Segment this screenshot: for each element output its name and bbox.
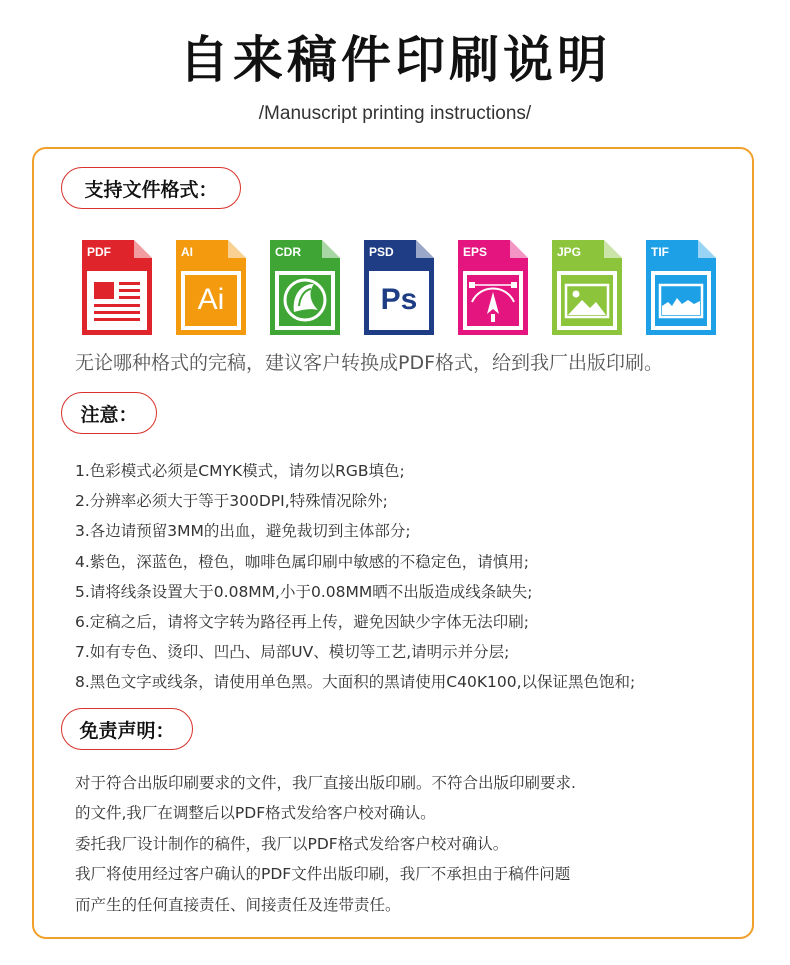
jpg-file-icon bbox=[552, 240, 622, 335]
page-subtitle: /Manuscript printing instructions/ bbox=[258, 103, 532, 124]
note-item: 6.定稿之后，请将文字转为路径再上传，避免因缺少字体无法印刷; bbox=[75, 613, 530, 632]
disclaimer-line: 委托我厂设计制作的稿件，我厂以PDF格式发给客户校对确认。 bbox=[75, 834, 509, 853]
disclaimer-text bbox=[75, 768, 576, 920]
cdr-file-icon bbox=[270, 240, 340, 335]
eps-label: EPS bbox=[463, 245, 488, 259]
note-item: 4.紫色，深蓝色，橙色，咖啡色属印刷中敏感的不稳定色，请慎用; bbox=[75, 552, 530, 571]
notes-list bbox=[75, 456, 635, 698]
note-item: 3.各边请预留3MM的出血，避免裁切到主体部分; bbox=[75, 522, 411, 541]
ai-file-icon bbox=[176, 240, 246, 335]
tif-label: TIF bbox=[651, 245, 669, 259]
note-item: 1.色彩模式必须是CMYK模式，请勿以RGB填色; bbox=[75, 462, 405, 480]
disclaimer-line: 的文件,我厂在调整后以PDF格式发给客户校对确认。 bbox=[75, 804, 436, 823]
note-item: 8.黑色文字或线条，请使用单色黑。大面积的黑请使用C40K100,以保证黑色饱和; bbox=[75, 673, 636, 692]
ai-glyph: Ai bbox=[197, 283, 225, 316]
psd-file-icon bbox=[364, 240, 434, 335]
note-item: 2.分辨率必须大于等于300DPI,特殊情况除外; bbox=[75, 492, 388, 511]
formats-heading: 支持文件格式： bbox=[61, 167, 241, 209]
ai-label: AI bbox=[181, 245, 193, 259]
disclaimer-line: 而产生的任何直接责任、间接责任及连带责任。 bbox=[75, 895, 401, 914]
disclaimer-heading: 免责声明： bbox=[61, 708, 193, 750]
notes-heading: 注意： bbox=[61, 392, 157, 434]
jpg-label: JPG bbox=[557, 245, 582, 259]
eps-file-icon bbox=[458, 240, 528, 335]
psd-label: PSD bbox=[369, 245, 394, 259]
disclaimer-line: 我厂将使用经过客户确认的PDF文件出版印刷，我厂不承担由于稿件问题 bbox=[75, 865, 571, 884]
file-format-icons bbox=[82, 240, 722, 336]
note-item: 5.请将线条设置大于0.08MM,小于0.08MM晒不出版造成线条缺失; bbox=[75, 582, 533, 601]
page-title: 自来稿件印刷说明 bbox=[179, 31, 611, 89]
disclaimer-line: 对于符合出版印刷要求的文件，我厂直接出版印刷。不符合出版印刷要求. bbox=[75, 774, 576, 792]
pdf-file-icon bbox=[82, 240, 152, 335]
tif-file-icon bbox=[646, 240, 716, 335]
note-item: 7.如有专色、烫印、凹凸、局部UV、模切等工艺,请明示并分层; bbox=[75, 643, 510, 662]
formats-description: 无论哪种格式的完稿，建议客户转换成PDF格式，给到我厂出版印刷。 bbox=[75, 352, 664, 374]
cdr-label: CDR bbox=[275, 245, 301, 259]
ps-glyph: Ps bbox=[380, 283, 418, 316]
pdf-label: PDF bbox=[87, 245, 111, 259]
